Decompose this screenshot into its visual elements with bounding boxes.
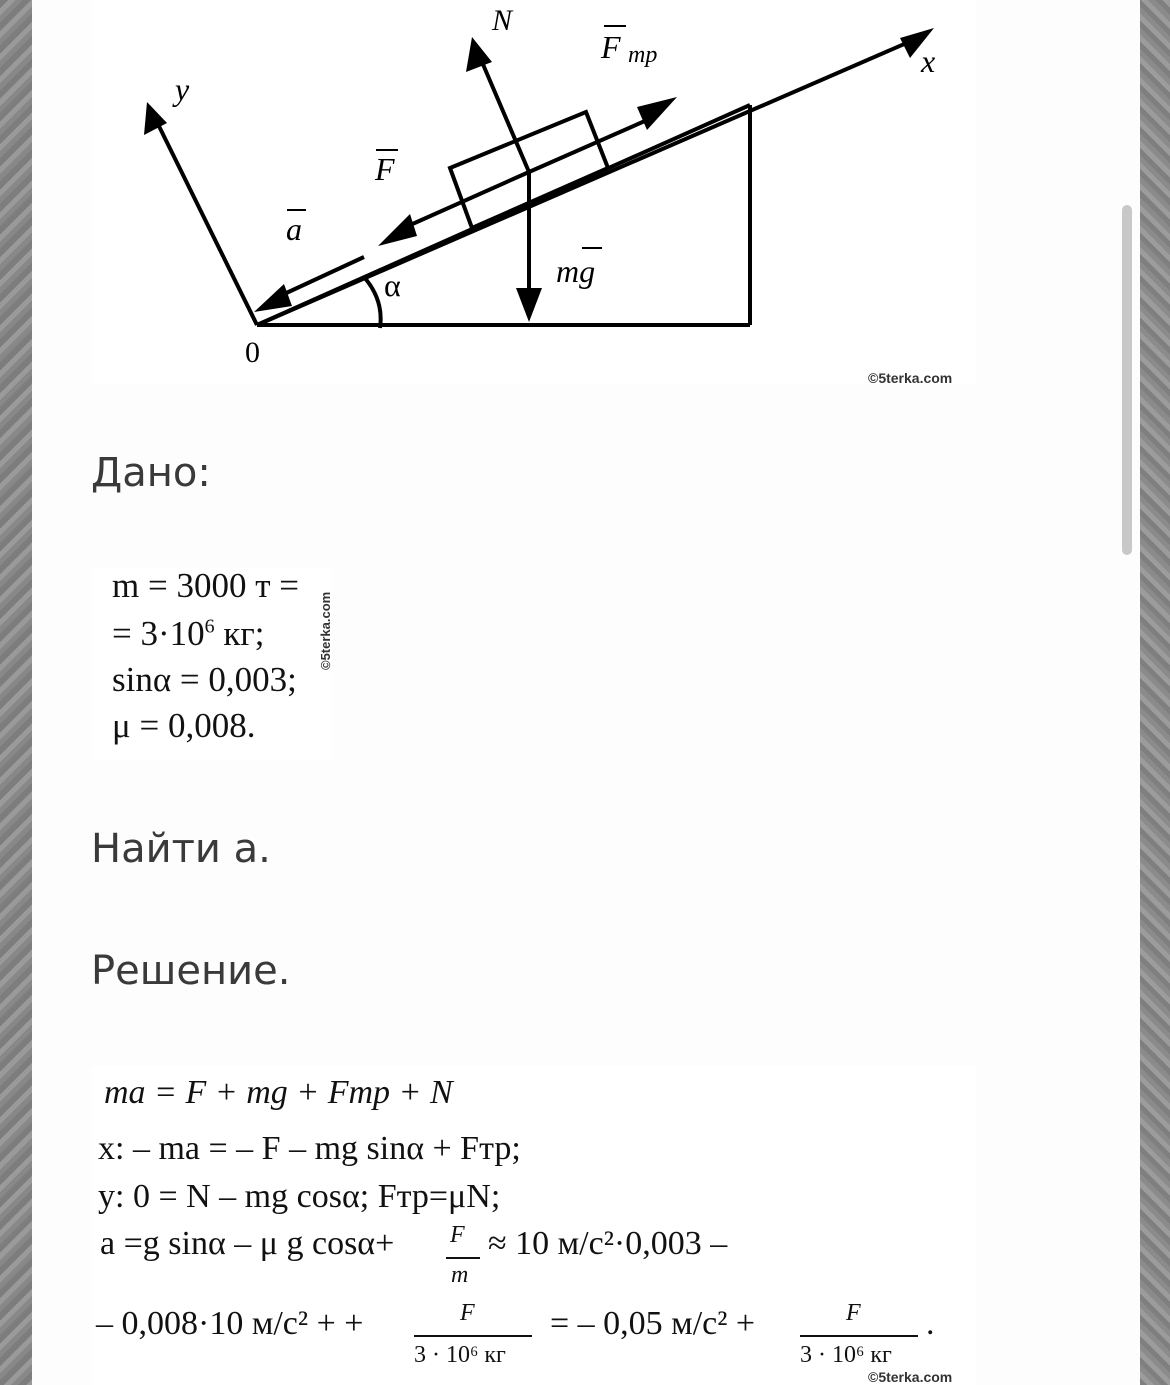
- given-watermark: ©5terka.com: [318, 591, 333, 670]
- background-right: [1140, 0, 1170, 1385]
- solution-frac1-den: 3 · 10⁶ кг: [414, 1342, 506, 1368]
- applied-force-line: [399, 172, 529, 230]
- solution-frac2-den: 3 · 10⁶ кг: [800, 1342, 892, 1368]
- label-ftr: F: [601, 29, 621, 65]
- solution-frac1-num: F: [460, 1300, 475, 1326]
- diagram-watermark: ©5terka.com: [868, 370, 953, 384]
- solution-a-equation-right: ≈ 10 м/с²·0,003 –: [488, 1225, 728, 1262]
- y-axis-arrowhead: [144, 102, 167, 135]
- solution-last-left: – 0,008·10 м/с² + +: [96, 1305, 364, 1342]
- heading-solution: Решение.: [91, 948, 291, 994]
- given-line-mu: μ = 0,008.: [112, 706, 256, 745]
- force-diagram: [92, 0, 976, 384]
- label-f: F: [375, 151, 395, 187]
- acceleration-arrowhead: [254, 284, 292, 312]
- gravity-force-arrowhead: [516, 288, 542, 322]
- alpha-arc: [364, 277, 381, 328]
- solution-frac1-bar: [414, 1335, 532, 1337]
- solution-a-frac-bar: [446, 1257, 480, 1259]
- background-left: [0, 0, 32, 1385]
- solution-watermark: ©5terka.com: [868, 1369, 953, 1385]
- normal-force-arrowhead: [466, 37, 492, 72]
- given-line-mass: m = 3000 т =: [112, 566, 299, 605]
- given-line-mass-kg: [112, 614, 265, 654]
- friction-force-arrowhead: [637, 97, 677, 130]
- solution-y-equation: y: 0 = N – mg cosα; Fтр=μN;: [98, 1178, 501, 1215]
- solution-last-mid: = – 0,05 м/с² +: [550, 1305, 756, 1342]
- label-mg: mg: [556, 253, 596, 289]
- force-diagram-svg: [92, 0, 976, 384]
- solution-a-frac-num: F: [450, 1222, 465, 1248]
- applied-force-arrowhead: [378, 214, 417, 246]
- heading-given: Дано:: [91, 450, 211, 496]
- label-y: y: [175, 71, 190, 107]
- y-axis: [152, 112, 257, 325]
- given-line-mass-kg-b: кг;: [214, 614, 265, 653]
- solution-frac2-num: F: [846, 1300, 861, 1326]
- label-a: a: [286, 211, 302, 247]
- solution-last-end: .: [926, 1305, 935, 1342]
- scrollbar-thumb[interactable]: [1122, 205, 1132, 555]
- heading-find: Найти a.: [91, 826, 271, 872]
- label-n: N: [492, 4, 513, 37]
- label-alpha: α: [384, 267, 401, 303]
- solution-frac2-bar: [800, 1335, 918, 1337]
- solution-vector-equation: ma = F + mg + Fтр + N: [104, 1074, 453, 1111]
- acceleration-line: [282, 257, 364, 295]
- label-origin: 0: [245, 336, 260, 369]
- label-ftr-sub: тр: [628, 42, 658, 68]
- solution-a-equation-left: a =g sinα – μ g cosα+: [100, 1225, 395, 1262]
- given-line-mass-kg-a: = 3·10: [112, 614, 205, 653]
- solution-x-equation: x: – ma = – F – mg sinα + Fтр;: [98, 1130, 521, 1167]
- given-line-sin: sinα = 0,003;: [112, 660, 297, 699]
- given-line-mass-exp: 6: [204, 615, 215, 638]
- normal-force-line: [482, 62, 529, 172]
- label-x: x: [921, 43, 936, 79]
- solution-a-frac-den: m: [451, 1262, 469, 1288]
